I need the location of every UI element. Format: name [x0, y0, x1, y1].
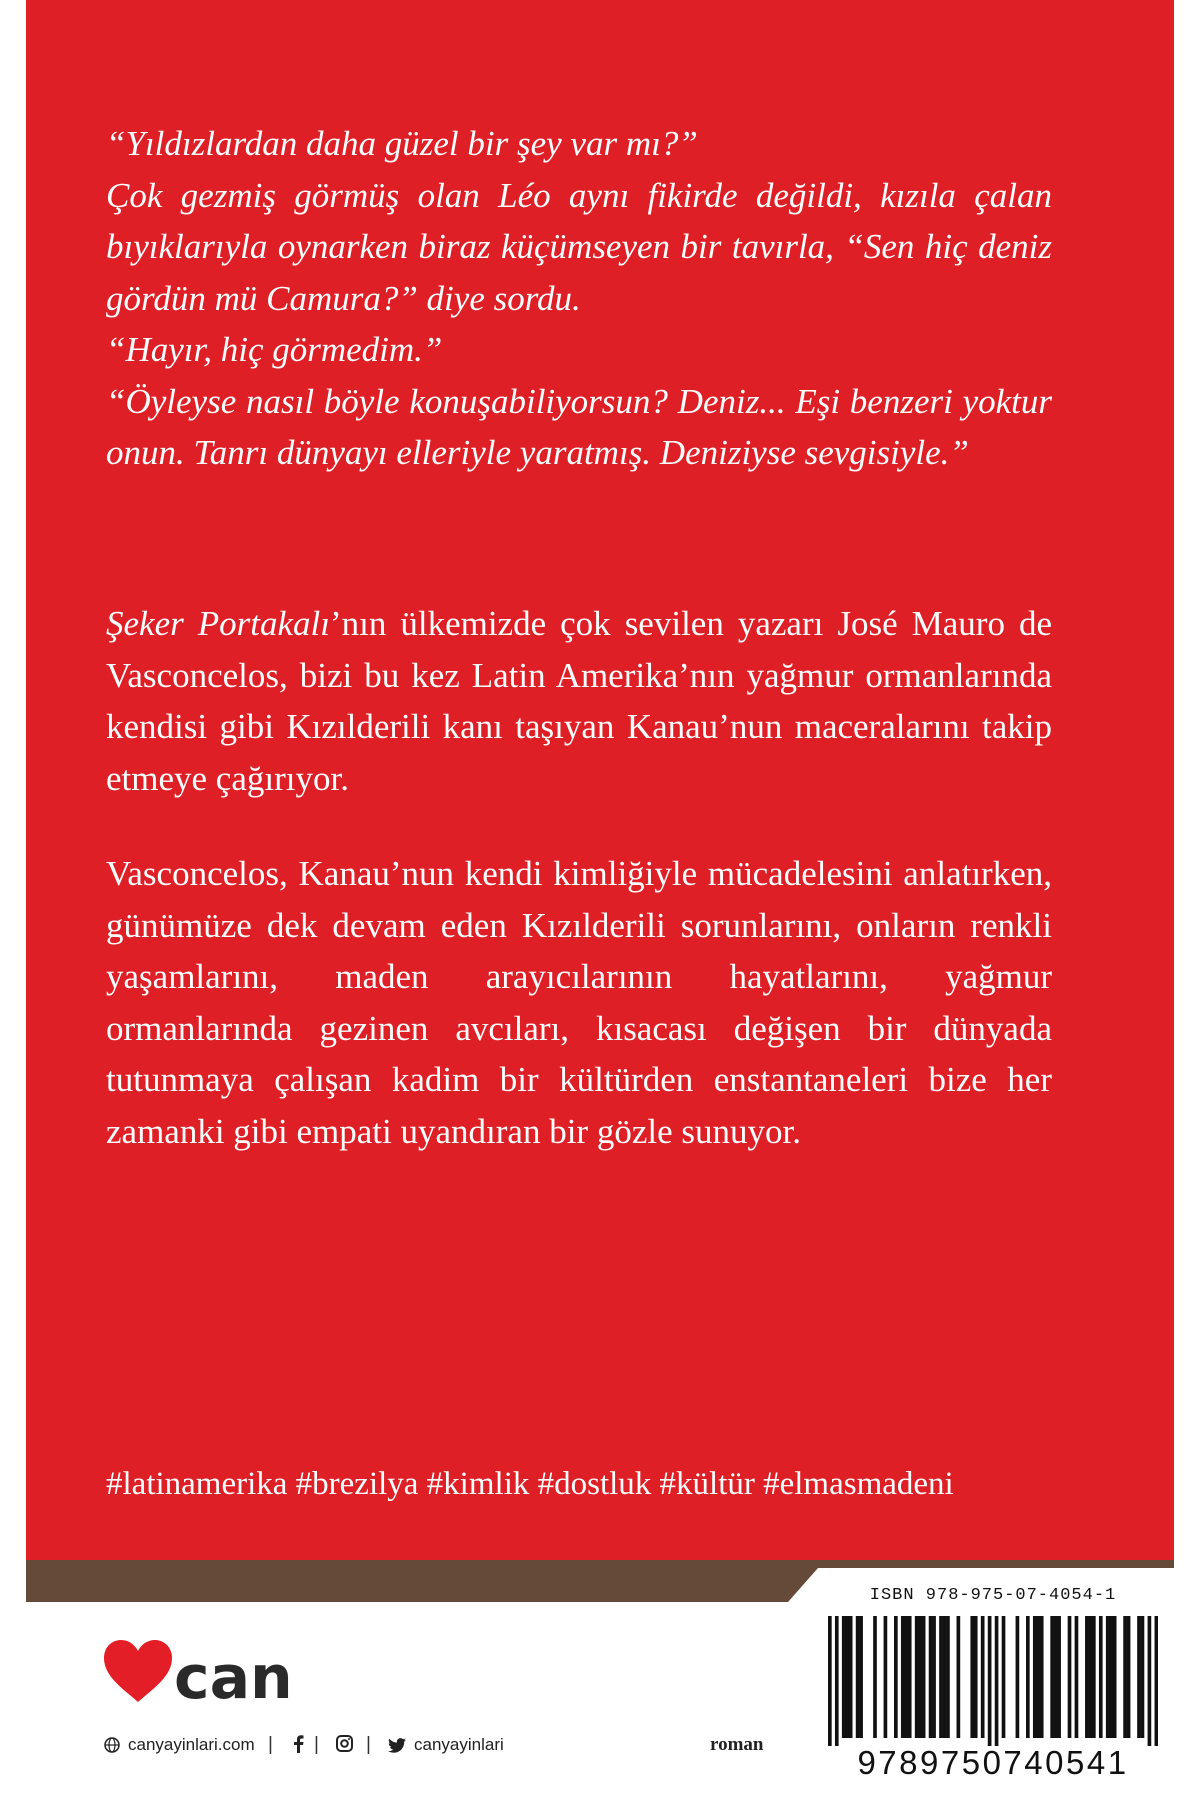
description-paragraph-2	[106, 848, 1052, 1157]
barcode-bar	[1141, 1616, 1145, 1738]
barcode-bar	[957, 1616, 961, 1738]
barcode-bar	[943, 1616, 947, 1738]
barcode-bar	[946, 1616, 950, 1738]
paragraph-1-text: ’nın ülkemizde çok sevilen yazarı José Mauro de Vasconcelos, bizi bu kez Latin Amerika’nın yağmur ormanlarında kendisi gibi Kızılderili kanı taşıyan Kanau’nun maceralarını takip etmeye çağırıyor.	[106, 604, 1052, 798]
can-publisher-logo	[104, 1638, 404, 1708]
quote-line: “Yıldızlardan daha güzel bir şey var mı?”	[106, 124, 698, 163]
barcode-bar	[918, 1616, 922, 1738]
barcode-bar	[1127, 1616, 1131, 1738]
barcode-bar	[1089, 1616, 1093, 1738]
barcode-bars	[828, 1616, 1158, 1746]
barcode-bar	[849, 1616, 853, 1738]
barcode-bar	[1148, 1616, 1152, 1746]
barcode-bar	[1002, 1616, 1006, 1738]
logo-text: can	[174, 1643, 293, 1708]
barcode-bar	[915, 1616, 919, 1738]
barcode-bar	[828, 1616, 832, 1746]
facebook-link[interactable]	[292, 1735, 304, 1753]
social-handle: canyayinlari	[414, 1735, 504, 1754]
divider: |	[268, 1734, 273, 1755]
isbn-digits: 9789750740541	[857, 1744, 1129, 1781]
barcode-bar	[835, 1616, 839, 1746]
barcode-bar	[1123, 1616, 1127, 1738]
barcode-bar	[842, 1616, 846, 1738]
heart-icon	[104, 1640, 172, 1702]
barcode-bar	[1099, 1616, 1103, 1738]
barcode-bar	[1155, 1616, 1158, 1746]
barcode-bar	[1054, 1616, 1058, 1738]
barcode-bar	[988, 1616, 992, 1746]
paragraph-2-text: Vasconcelos, Kanau’nun kendi kimliğiyle mücadelesini anlatırken, günümüze dek devam eden Kızılderili sorunlarını, onların renkli yaşamlarını, maden arayıcılarının hayatlarını, yağmur ormanlarında gezinen avcıları, kısacası değişen bir dünyada tutunmaya çalışan kadim bir kültürden enstantaneleri bize her zamanki gibi empati uyandıran bir gözle sunuyor.	[106, 854, 1052, 1151]
barcode-bar	[1068, 1616, 1072, 1738]
barcode-bar	[974, 1616, 978, 1738]
barcode-bar	[845, 1616, 849, 1738]
twitter-icon	[388, 1738, 406, 1753]
globe-icon	[104, 1737, 120, 1753]
barcode-bar	[1092, 1616, 1096, 1738]
publisher-footer	[104, 1732, 780, 1762]
facebook-icon	[292, 1735, 304, 1753]
website-link[interactable]	[104, 1735, 255, 1755]
barcode-bar	[1050, 1616, 1054, 1738]
quote-line: “Hayır, hiç görmedim.”	[106, 330, 443, 369]
barcode-bar	[1085, 1616, 1089, 1738]
barcode-bar	[939, 1616, 943, 1738]
barcode-bar	[908, 1616, 912, 1738]
isbn-barcode	[812, 1586, 1174, 1786]
barcode-bar	[901, 1616, 905, 1738]
barcode-bar	[1075, 1616, 1079, 1738]
barcode-bar	[970, 1616, 974, 1738]
barcode-bar	[1113, 1616, 1117, 1738]
barcode-bar	[904, 1616, 908, 1738]
barcode-bar	[932, 1616, 936, 1738]
barcode-bar	[1137, 1616, 1141, 1738]
barcode-bar	[995, 1616, 999, 1746]
barcode-bar	[929, 1616, 933, 1738]
quote-block	[106, 118, 1052, 479]
barcode-bar	[1040, 1616, 1044, 1738]
divider: |	[314, 1734, 319, 1755]
barcode-bar	[1057, 1616, 1061, 1738]
instagram-icon	[336, 1735, 353, 1752]
barcode-bar	[981, 1616, 985, 1738]
instagram-link[interactable]	[336, 1735, 353, 1752]
barcode-bar	[1016, 1616, 1020, 1738]
barcode-bar	[1033, 1616, 1037, 1738]
website-text: canyayinlari.com	[128, 1735, 255, 1754]
divider: |	[366, 1734, 371, 1755]
barcode-bar	[884, 1616, 888, 1738]
book-title-reference: Şeker Portakalı	[106, 604, 330, 643]
barcode-bar	[1026, 1616, 1030, 1738]
barcode-bar	[922, 1616, 926, 1738]
quote-line: “Öyleyse nasıl böyle konuşabiliyorsun? Deniz... Eşi benzeri yoktur onun. Tanrı dünyayı elleriyle yaratmış. Deniziyse sevgisiyle.”	[106, 381, 1052, 472]
barcode-bar	[894, 1616, 898, 1738]
barcode-bar	[1036, 1616, 1040, 1738]
barcode-bar	[1106, 1616, 1110, 1738]
genre-label: roman	[710, 1734, 764, 1755]
quote-line: Çok gezmiş görmüş olan Léo aynı fikirde değildi, kızıla çalan bıyıklarıyla oynarken biraz küçümseyen bir tavırla, “Sen hiç deniz gördün mü Camura?” diye sordu.	[106, 175, 1052, 318]
description-paragraph-1	[106, 598, 1052, 804]
barcode-bar	[859, 1616, 863, 1738]
isbn-label: ISBN 978-975-07-4054-1	[869, 1586, 1117, 1605]
barcode-bar	[1109, 1616, 1113, 1738]
hashtags: #latinamerika #brezilya #kimlik #dostluk #kültür #elmasmadeni	[106, 1466, 954, 1502]
twitter-link[interactable]	[388, 1735, 504, 1755]
barcode-bar	[856, 1616, 860, 1738]
barcode-bar	[873, 1616, 877, 1738]
